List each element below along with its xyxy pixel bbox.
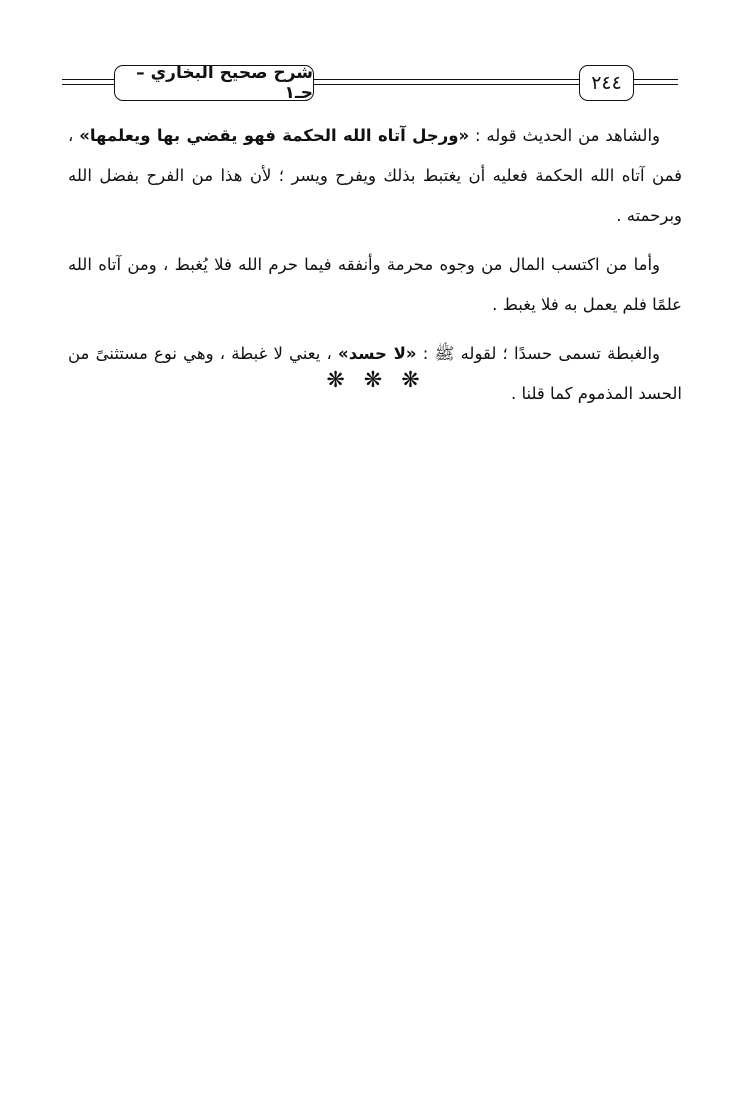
header-rule-right-top bbox=[632, 79, 678, 80]
paragraph-3-lead: والغبطة تسمى حسدًا ؛ لقوله ﷺ : bbox=[416, 344, 661, 363]
running-header bbox=[62, 62, 678, 106]
book-title: شرح صحيح البخاري – جـ١ bbox=[114, 65, 314, 101]
header-rule-middle-top bbox=[312, 79, 579, 80]
header-rule-left-top bbox=[62, 79, 114, 80]
paragraph-1-tail: ، فمن آتاه الله الحكمة فعليه أن يغتبط بذلك ويفرح ويسر ؛ لأن هذا من الفرح بفضل الله وبرحمته . bbox=[68, 126, 682, 225]
paragraph-2-lead: وأما من اكتسب المال من وجوه محرمة وأنفقه فيما حرم الله فلا يُغبط ، ومن آتاه الله علمًا فلم يعمل به فلا يغبط . bbox=[68, 255, 682, 314]
paragraph-1 bbox=[68, 116, 682, 236]
header-rule-right-bottom bbox=[632, 84, 678, 85]
header-rule-left-bottom bbox=[62, 84, 114, 85]
hadith-quote-2: «لا حسد» bbox=[338, 344, 417, 363]
section-separator: ❋ ❋ ❋ bbox=[326, 368, 426, 393]
hadith-quote-1: «ورجل آتاه الله الحكمة فهو يقضي بها ويعلمها» bbox=[79, 126, 470, 145]
header-rule-middle-bottom bbox=[312, 84, 579, 85]
paragraph-3-tail: ، يعني لا غبطة ، وهي نوع مستثنىً من الحسد المذموم كما قلنا . bbox=[68, 344, 682, 403]
paragraph-1-lead: والشاهد من الحديث قوله : bbox=[469, 126, 661, 145]
paragraph-2 bbox=[68, 245, 682, 325]
page-number: ٢٤٤ bbox=[579, 65, 634, 101]
